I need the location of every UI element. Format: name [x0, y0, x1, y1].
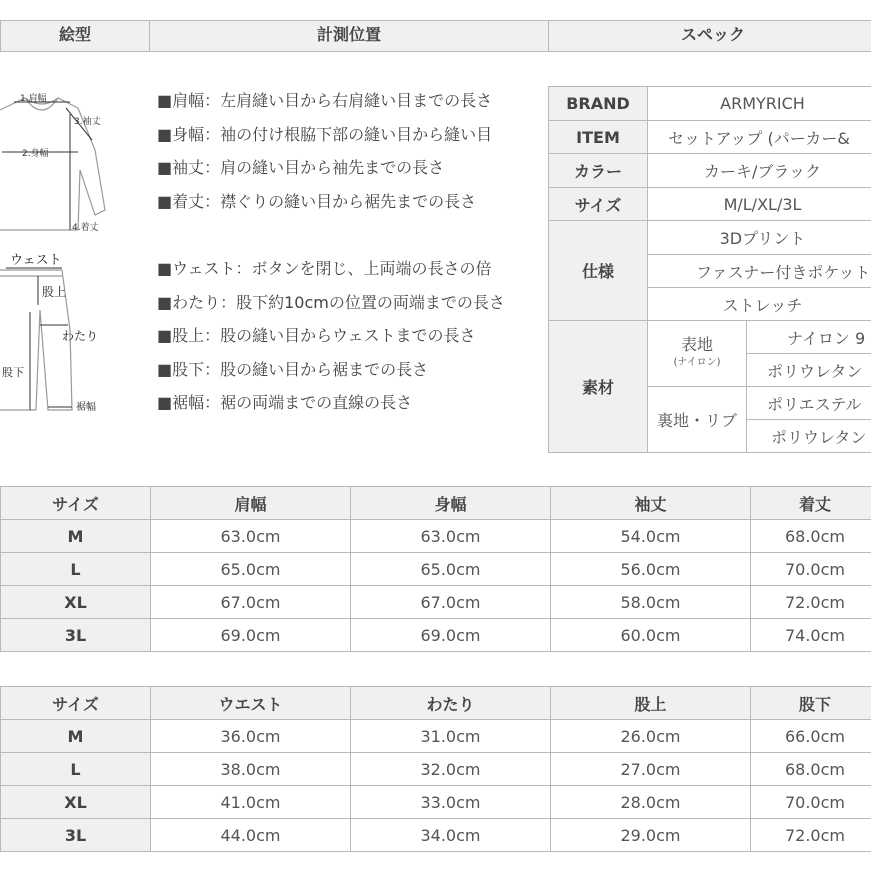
- top-cell: 68.0cm: [751, 520, 871, 553]
- bottom-header-size: サイズ: [1, 687, 151, 720]
- bottom-cell: 68.0cm: [751, 753, 871, 786]
- position-rise: ■股上：股の縫い目からウェストまでの長さ: [157, 326, 476, 345]
- shirt-label-length: 4.着丈: [72, 223, 99, 233]
- top-size-table: [0, 486, 871, 652]
- bottom-cell: 33.0cm: [351, 786, 551, 819]
- top-size-l: L: [1, 553, 151, 586]
- spec-feature-3d: 3Dプリント: [648, 221, 871, 255]
- top-header-size: サイズ: [1, 487, 151, 520]
- spec-outer-label: 表地: [680, 334, 713, 354]
- bottom-header-rise: 股上: [551, 687, 751, 720]
- pants-label-rise: 股上: [42, 285, 67, 299]
- spec-feature-pocket: ファスナー付きポケット: [648, 255, 871, 288]
- shirt-label-chest: 2.身幅: [22, 149, 49, 159]
- spec-material-label: 素材: [549, 321, 648, 453]
- top-header-chest: 身幅: [351, 487, 551, 520]
- spec-size: M/L/XL/3L: [648, 188, 871, 221]
- table-row: [1, 819, 871, 852]
- table-row: [1, 520, 871, 553]
- top-size-3l: 3L: [1, 619, 151, 652]
- top-header-length: 着丈: [751, 487, 871, 520]
- bottom-cell: 36.0cm: [151, 720, 351, 753]
- top-size-m: M: [1, 520, 151, 553]
- bottom-cell: 72.0cm: [751, 819, 871, 852]
- top-size-xl: XL: [1, 586, 151, 619]
- top-cell: 54.0cm: [551, 520, 751, 553]
- top-cell: 69.0cm: [351, 619, 551, 652]
- spec-item-label: ITEM: [549, 121, 648, 154]
- top-cell: 58.0cm: [551, 586, 751, 619]
- spec-feature-stretch: ストレッチ: [648, 288, 871, 321]
- bottom-cell: 29.0cm: [551, 819, 751, 852]
- table-row: [1, 786, 871, 819]
- position-list-top: [157, 84, 547, 218]
- bottom-cell: 70.0cm: [751, 786, 871, 819]
- spec-table: [548, 86, 871, 453]
- spec-outer-sub: (ナイロン): [673, 356, 721, 368]
- spec-brand: ARMYRICH: [648, 87, 871, 121]
- pants-label-hem: 裾幅: [76, 402, 96, 413]
- position-thigh: ■わたり：股下約10cmの位置の両端までの長さ: [157, 292, 505, 312]
- top-cell: 65.0cm: [351, 553, 551, 586]
- top-cell: 63.0cm: [151, 520, 351, 553]
- bottom-cell: 31.0cm: [351, 720, 551, 753]
- top-cell: 60.0cm: [551, 619, 751, 652]
- bottom-cell: 26.0cm: [551, 720, 751, 753]
- position-inseam: ■股下：股の縫い目から裾までの長さ: [157, 359, 429, 379]
- position-sleeve: ■袖丈：肩の縫い目から袖先までの長さ: [157, 158, 445, 177]
- spec-lining-label: 裏地・リブ: [648, 387, 747, 453]
- bottom-cell: 27.0cm: [551, 753, 751, 786]
- spec-lining-item-1: ポリエステル: [747, 387, 871, 420]
- position-length: ■着丈：襟ぐりの縫い目から裾先までの長さ: [157, 191, 477, 211]
- position-shoulder: ■肩幅：左肩縫い目から右肩縫い目までの長さ: [157, 91, 493, 110]
- pants-label-thigh: わたり: [62, 329, 99, 343]
- position-waist: ■ウェスト：ボタンを閉じ、上両端の長さの倍: [157, 259, 492, 278]
- table-row: [1, 720, 871, 753]
- bottom-size-l: L: [1, 753, 151, 786]
- bottom-cell: 66.0cm: [751, 720, 871, 753]
- spec-outer-item-2: ポリウレタン: [747, 354, 871, 387]
- top-cell: 74.0cm: [751, 619, 871, 652]
- spec-outer-item-1: ナイロン 9: [747, 321, 871, 354]
- pants-label-waist: ウェスト: [10, 253, 62, 268]
- shirt-label-sleeve: 3.袖丈: [74, 117, 101, 127]
- bottom-cell: 34.0cm: [351, 819, 551, 852]
- table-row: [1, 586, 871, 619]
- garment-diagram: [0, 80, 140, 420]
- bottom-size-xl: XL: [1, 786, 151, 819]
- position-hem: ■裾幅：裾の両端までの直線の長さ: [157, 393, 413, 412]
- spec-item: セットアップ (パーカー&: [648, 121, 871, 154]
- spec-features-label: 仕様: [549, 221, 648, 321]
- top-cell: 67.0cm: [151, 586, 351, 619]
- bottom-cell: 41.0cm: [151, 786, 351, 819]
- bottom-header-waist: ウエスト: [151, 687, 351, 720]
- shirt-label-shoulder: 1.肩幅: [20, 94, 47, 104]
- bottom-cell: 38.0cm: [151, 753, 351, 786]
- position-chest: ■身幅：袖の付け根脇下部の縫い目から縫い目: [157, 124, 493, 144]
- bottom-header-inseam: 股下: [751, 687, 871, 720]
- bottom-header-thigh: わたり: [351, 687, 551, 720]
- table-row: [1, 753, 871, 786]
- spec-outer: [648, 321, 747, 387]
- top-header-sleeve: 袖丈: [551, 487, 751, 520]
- pants-label-inseam: 股下: [2, 366, 24, 379]
- table-row: [1, 553, 871, 586]
- header-positions: 計測位置: [149, 20, 549, 52]
- bottom-cell: 44.0cm: [151, 819, 351, 852]
- bottom-cell: 28.0cm: [551, 786, 751, 819]
- top-cell: 67.0cm: [351, 586, 551, 619]
- spec-color-label: カラー: [549, 154, 648, 188]
- top-cell: 69.0cm: [151, 619, 351, 652]
- spec-color: カーキ/ブラック: [648, 154, 871, 188]
- top-cell: 65.0cm: [151, 553, 351, 586]
- top-cell: 56.0cm: [551, 553, 751, 586]
- top-cell: 72.0cm: [751, 586, 871, 619]
- spec-lining-item-2: ポリウレタン: [747, 420, 871, 453]
- position-list-bottom: [157, 252, 547, 420]
- header-spec: スペック: [548, 20, 871, 52]
- bottom-size-3l: 3L: [1, 819, 151, 852]
- table-row: [1, 619, 871, 652]
- top-cell: 63.0cm: [351, 520, 551, 553]
- top-cell: 70.0cm: [751, 553, 871, 586]
- bottom-size-table: [0, 686, 871, 852]
- top-header-shoulder: 肩幅: [151, 487, 351, 520]
- spec-brand-label: BRAND: [549, 87, 648, 121]
- spec-size-label: サイズ: [549, 188, 648, 221]
- header-pattern: 絵型: [0, 20, 150, 52]
- bottom-cell: 32.0cm: [351, 753, 551, 786]
- bottom-size-m: M: [1, 720, 151, 753]
